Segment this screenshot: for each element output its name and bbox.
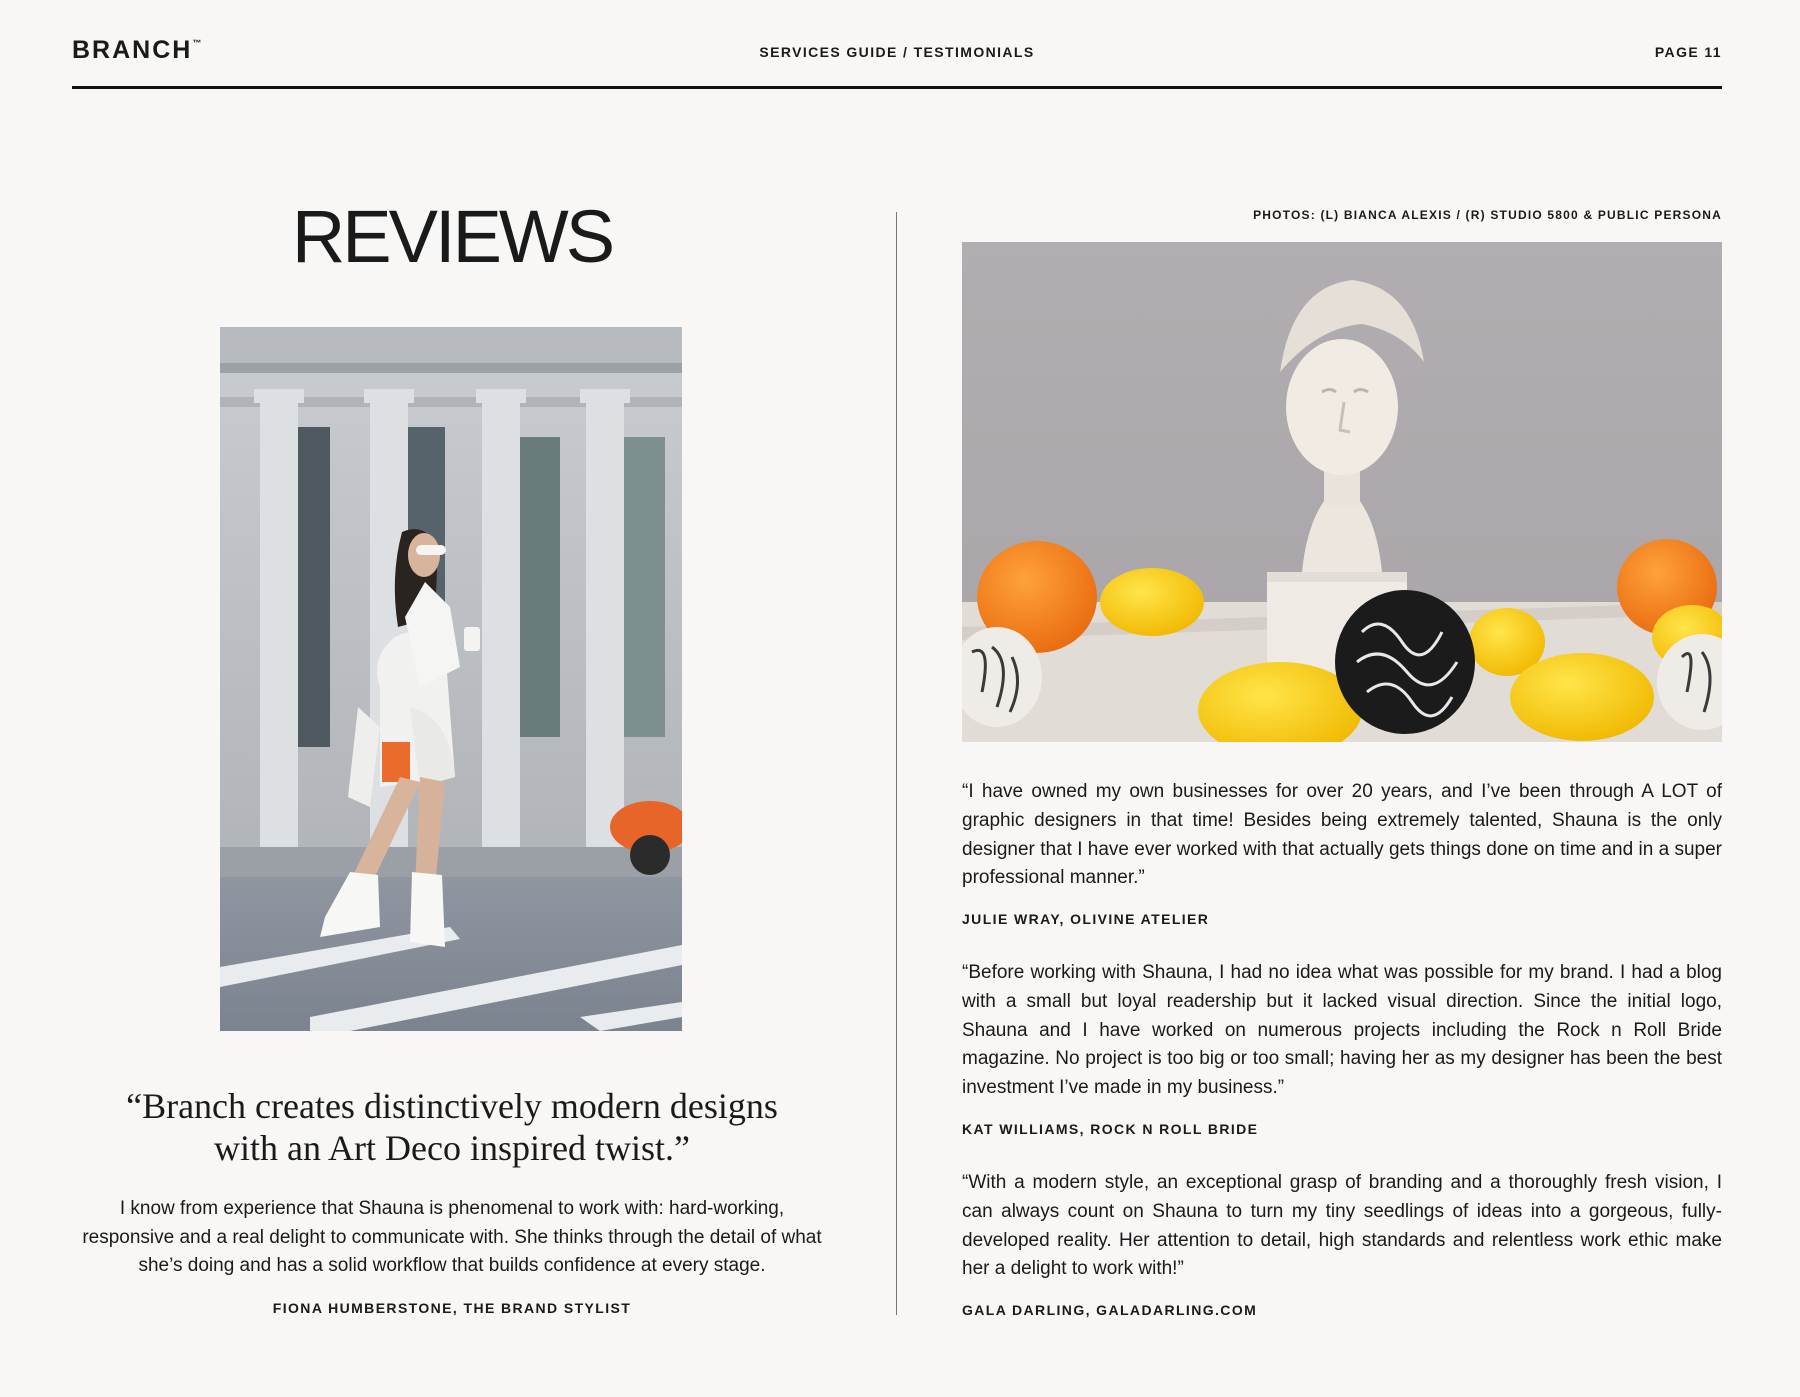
header-rule xyxy=(72,86,1722,89)
testimonial-1-attribution: JULIE WRAY, OLIVINE ATELIER xyxy=(962,911,1210,928)
testimonial-2 xyxy=(962,959,1722,1137)
page-number: PAGE 11 xyxy=(1654,44,1722,60)
reviews-title: REVIEWS xyxy=(291,195,613,278)
testimonial-3-quote: “With a modern style, an exceptional grasp of branding and a thoroughly fresh vision, I can always count on Shauna to turn my tiny seedlings of ideas into a gorgeous, fully-developed reality. Her attention to detail, high standards and relentless work ethic make her a delight to work with!” xyxy=(962,1172,1722,1280)
pull-quote-line2: with an Art Deco inspired twist.” xyxy=(214,1128,690,1168)
testimonial-body: I know from experience that Shauna is phenomenal to work with: hard-working, responsive and a real delight to communicate with. She thinks through the detail of what she’s doing and has a solid workflow that builds confidence at every stage. xyxy=(82,1198,822,1276)
testimonial-attribution: FIONA HUMBERSTONE, THE BRAND STYLIST xyxy=(272,1300,632,1316)
testimonial-1 xyxy=(962,778,1722,927)
page-header xyxy=(72,36,1722,88)
testimonial-3-attribution: GALA DARLING, GALADARLING.COM xyxy=(962,1302,1258,1319)
testimonial-1-quote: “I have owned my own businesses for over 20 years, and I’ve been through A LOT of graphic designers in that time! Besides being extremely talented, Shauna is the only designer that I have ever worked with that actually gets things done on time and in a super professional manner.” xyxy=(962,781,1722,889)
still-life-photo-illustration xyxy=(962,242,1722,742)
fashion-photo-illustration xyxy=(220,327,682,1031)
testimonial-3 xyxy=(962,1169,1722,1318)
pull-quote xyxy=(72,1085,832,1169)
section-label: SERVICES GUIDE / TESTIMONIALS xyxy=(759,44,1035,60)
still-life-photo xyxy=(962,242,1722,742)
testimonial-2-quote: “Before working with Shauna, I had no idea what was possible for my brand. I had a blog with a small but loyal readership but it lacked visual direction. Since the initial logo, Shauna and I have worked on numerous projects including the Rock n Roll Bride magazine. No project is too big or too small; having her as my designer has been the best investment I’ve made in my business.” xyxy=(962,962,1722,1099)
pull-quote-line1: “Branch creates distinctively modern designs xyxy=(126,1086,778,1126)
trademark-mark: ™ xyxy=(192,38,202,48)
brand-logo-text: BRANCH xyxy=(72,36,193,64)
column-divider xyxy=(896,212,897,1315)
testimonial-2-attribution: KAT WILLIAMS, ROCK N ROLL BRIDE xyxy=(962,1120,1259,1137)
photo-credit: PHOTOS: (L) BIANCA ALEXIS / (R) STUDIO 5800 & PUBLIC PERSONA xyxy=(1253,208,1722,222)
fashion-photo xyxy=(220,327,682,1031)
